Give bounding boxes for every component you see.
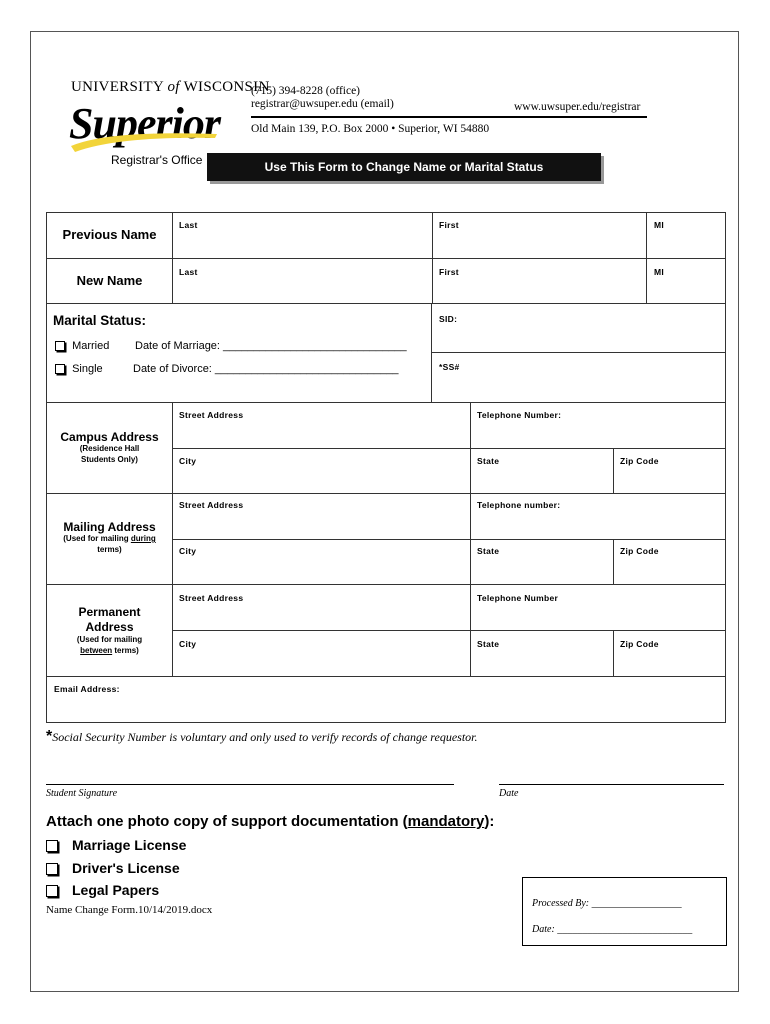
processed-date-field[interactable]: Date: ___________________________ [532, 924, 693, 935]
campus-city-label: City [179, 456, 197, 466]
student-signature-label: Student Signature [46, 788, 118, 799]
permanent-state-label: State [477, 639, 500, 649]
campus-city-field[interactable] [172, 448, 471, 494]
campus-street-label: Street Address [179, 410, 244, 420]
mailing-city-field[interactable] [172, 539, 471, 585]
single-option[interactable] [55, 363, 103, 375]
mailing-city-label: City [179, 546, 197, 556]
mailing-street-label: Street Address [179, 500, 244, 510]
sid-field[interactable] [431, 303, 726, 353]
form-banner: Use This Form to Change Name or Marital Status [207, 153, 601, 181]
office-name: Registrar's Office [111, 153, 203, 167]
student-signature-line[interactable] [46, 784, 454, 785]
permanent-city-field[interactable] [172, 630, 471, 677]
checkbox-icon[interactable] [46, 840, 58, 852]
sid-label: SID: [439, 314, 458, 324]
footnote: *Social Security Number is voluntary and only used to verify records of change requestor. [46, 728, 478, 745]
attach-item-drivers-license[interactable]: Driver's License [46, 860, 180, 876]
mailing-phone-label: Telephone number: [477, 500, 561, 510]
checkbox-icon[interactable] [46, 863, 58, 875]
new-first-label: First [439, 267, 459, 277]
date-of-marriage-field[interactable]: Date of Marriage: ______________________________ [135, 340, 407, 352]
phone-text: (715) 394-8228 (office) [251, 85, 361, 97]
mailing-state-label: State [477, 546, 500, 556]
email-text: registrar@uwsuper.edu (email) [251, 98, 394, 110]
campus-zip-label: Zip Code [620, 456, 659, 466]
married-label: Married [72, 340, 110, 352]
mailing-address-label: Mailing Address [63, 520, 156, 534]
ssn-field[interactable] [431, 352, 726, 403]
signature-date-line[interactable] [499, 784, 724, 785]
form-page [30, 31, 739, 992]
campus-state-label: State [477, 456, 500, 466]
previous-last-field[interactable] [172, 212, 433, 259]
new-last-field[interactable] [172, 258, 433, 304]
date-of-divorce-field[interactable]: Date of Divorce: ______________________________ [133, 363, 399, 375]
permanent-address-label: Permanent Address [78, 605, 141, 634]
single-checkbox[interactable] [55, 364, 65, 374]
address-text: Old Main 139, P.O. Box 2000 • Superior, WI 54880 [251, 123, 490, 135]
campus-zip-field[interactable] [613, 448, 726, 494]
permanent-phone-label: Telephone Number [477, 593, 559, 603]
previous-name-label: Previous Name [62, 227, 157, 242]
campus-logo: Superior [69, 99, 220, 148]
married-checkbox[interactable] [55, 341, 65, 351]
new-name-label: New Name [76, 273, 143, 288]
previous-mi-label: MI [654, 220, 665, 230]
logo-swoosh-icon [69, 124, 219, 154]
new-mi-field[interactable] [646, 258, 726, 304]
previous-last-label: Last [179, 220, 198, 230]
single-label: Single [72, 363, 103, 375]
previous-first-field[interactable] [432, 212, 647, 259]
ssn-label: *SS# [439, 362, 460, 372]
signature-date-label: Date [499, 788, 519, 799]
attach-item-legal-papers[interactable]: Legal Papers [46, 882, 159, 898]
previous-first-label: First [439, 220, 459, 230]
checkbox-icon[interactable] [46, 885, 58, 897]
attach-item-marriage-license[interactable]: Marriage License [46, 837, 186, 853]
permanent-zip-field[interactable] [613, 630, 726, 677]
permanent-city-label: City [179, 639, 197, 649]
email-label: Email Address: [54, 684, 120, 694]
permanent-state-field[interactable] [470, 630, 614, 677]
office-use-box [522, 877, 727, 946]
campus-address-label: Campus Address [60, 430, 159, 444]
email-field[interactable] [46, 676, 726, 723]
header-rule [251, 116, 647, 118]
mailing-zip-label: Zip Code [620, 546, 659, 556]
processed-by-field[interactable]: Processed By: __________________ [532, 898, 682, 909]
campus-phone-label: Telephone Number: [477, 410, 562, 420]
permanent-street-field[interactable] [172, 584, 471, 631]
permanent-street-label: Street Address [179, 593, 244, 603]
mailing-address-note: (Used for mailing during terms) [63, 534, 156, 554]
new-first-field[interactable] [432, 258, 647, 304]
permanent-zip-label: Zip Code [620, 639, 659, 649]
campus-address-note: (Residence Hall Students Only) [79, 444, 140, 464]
married-option[interactable] [55, 340, 109, 352]
document-footer: Name Change Form.10/14/2019.docx [46, 904, 213, 916]
website-link[interactable]: www.uwsuper.edu/registrar [514, 101, 641, 113]
campus-state-field[interactable] [470, 448, 614, 494]
permanent-phone-field[interactable] [470, 584, 726, 631]
marital-status-label: Marital Status: [53, 313, 147, 328]
university-wordmark: UNIVERSITY of WISCONSIN [71, 79, 270, 95]
attach-heading: Attach one photo copy of support documentation (mandatory): [46, 813, 495, 830]
permanent-address-note: (Used for mailing between terms) [76, 635, 143, 655]
new-mi-label: MI [654, 267, 665, 277]
new-last-label: Last [179, 267, 198, 277]
